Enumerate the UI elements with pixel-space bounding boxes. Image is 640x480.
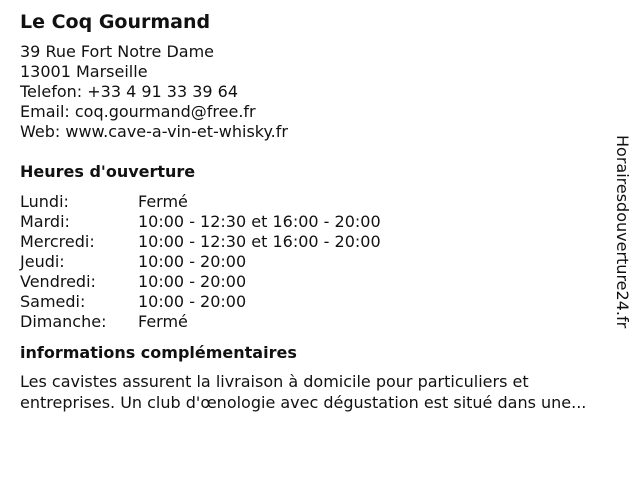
day-hours: 10:00 - 20:00 bbox=[138, 272, 247, 291]
hours-row-monday bbox=[20, 192, 381, 212]
opening-hours-heading: Heures d'ouverture bbox=[20, 162, 196, 181]
email-line: Email: coq.gourmand@free.fr bbox=[20, 102, 256, 121]
day-hours: Fermé bbox=[138, 312, 188, 331]
hours-row-tuesday bbox=[20, 212, 381, 232]
hours-row-sunday bbox=[20, 312, 381, 332]
hours-row-friday bbox=[20, 272, 381, 292]
day-hours: 10:00 - 20:00 bbox=[138, 252, 247, 271]
business-name: Le Coq Gourmand bbox=[20, 11, 211, 33]
day-label: Mardi: bbox=[20, 212, 70, 231]
web-line: Web: www.cave-a-vin-et-whisky.fr bbox=[20, 122, 288, 141]
day-label: Dimanche: bbox=[20, 312, 107, 331]
day-hours: 10:00 - 12:30 et 16:00 - 20:00 bbox=[138, 212, 381, 231]
opening-hours-table bbox=[20, 192, 381, 332]
business-card bbox=[20, 10, 600, 413]
site-watermark-label: Horairesdouverture24.fr bbox=[613, 135, 632, 329]
day-label: Jeudi: bbox=[20, 252, 65, 271]
additional-info-text: Les cavistes assurent la livraison à domicile pour particuliers et entreprises. Un club d'œnologie avec dégustation est situé dans une... bbox=[20, 372, 587, 412]
day-hours: 10:00 - 20:00 bbox=[138, 292, 247, 311]
day-label: Lundi: bbox=[20, 192, 69, 211]
additional-info-heading: informations complémentaires bbox=[20, 343, 297, 362]
day-hours: 10:00 - 12:30 et 16:00 - 20:00 bbox=[138, 232, 381, 251]
hours-row-saturday bbox=[20, 292, 381, 312]
day-label: Vendredi: bbox=[20, 272, 96, 291]
day-hours: Fermé bbox=[138, 192, 188, 211]
phone-line: Telefon: +33 4 91 33 39 64 bbox=[20, 82, 239, 101]
hours-row-thursday bbox=[20, 252, 381, 272]
hours-row-wednesday bbox=[20, 232, 381, 252]
day-label: Samedi: bbox=[20, 292, 86, 311]
day-label: Mercredi: bbox=[20, 232, 95, 251]
address-street: 39 Rue Fort Notre Dame bbox=[20, 42, 215, 61]
address-city: 13001 Marseille bbox=[20, 62, 148, 81]
